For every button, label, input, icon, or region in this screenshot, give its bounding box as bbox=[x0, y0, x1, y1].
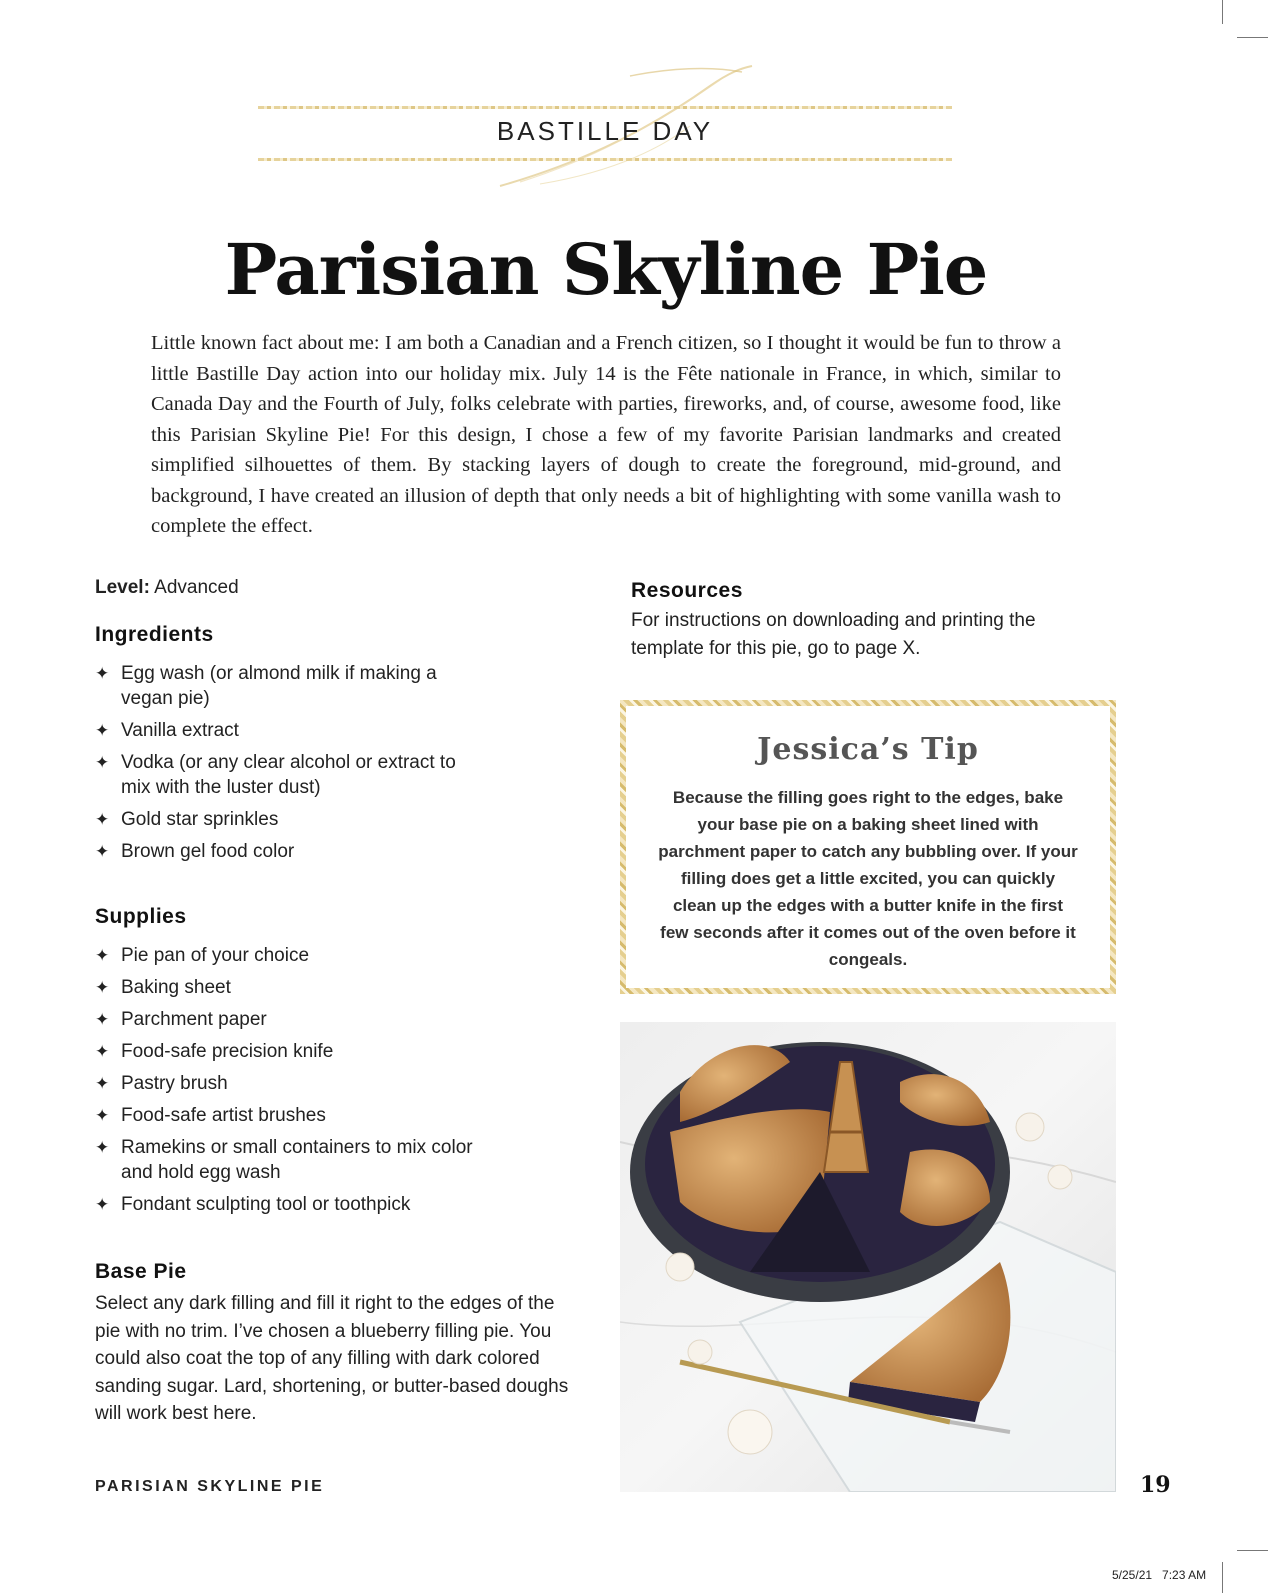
resources-section bbox=[631, 577, 1101, 663]
crop-mark-bottom-horizontal bbox=[1237, 1550, 1268, 1551]
base-pie-text: Select any dark filling and fill it right to the edges of the pie with no trim. I’ve chosen a blueberry filling pie. You could also coat the top of any filling with dark colored sanding sugar. Lard, shortening, or butter-based doughs will work best here. bbox=[95, 1293, 569, 1424]
page-title: Parisian Skyline Pie bbox=[224, 228, 988, 311]
list-item: ✦ Baking sheet bbox=[95, 977, 231, 998]
left-column bbox=[95, 577, 585, 1428]
level-value: Advanced bbox=[154, 577, 239, 598]
base-pie-heading: Base Pie bbox=[95, 1260, 187, 1283]
list-item: ✦ Pastry brush bbox=[95, 1073, 228, 1094]
four-point-star-icon: ✦ bbox=[95, 810, 110, 829]
list-item: ✦ Food-safe artist brushes bbox=[95, 1105, 326, 1126]
crop-mark-top-horizontal bbox=[1237, 37, 1268, 38]
running-footer-title: PARISIAN SKYLINE PIE bbox=[95, 1478, 325, 1495]
four-point-star-icon: ✦ bbox=[95, 1042, 110, 1061]
pie-photo bbox=[620, 1022, 1116, 1492]
crop-mark-bottom-vertical bbox=[1222, 1562, 1223, 1593]
four-point-star-icon: ✦ bbox=[95, 1074, 110, 1093]
section-label: BASTILLE DAY bbox=[496, 116, 714, 146]
list-item: ✦ Pie pan of your choice bbox=[95, 945, 310, 966]
level-line bbox=[95, 577, 585, 599]
four-point-star-icon: ✦ bbox=[95, 842, 110, 861]
four-point-star-icon: ✦ bbox=[95, 721, 110, 740]
list-item: ✦ Gold star sprinkles bbox=[95, 809, 279, 830]
list-item: ✦ Ramekins or small containers to mix color and hold egg wash bbox=[95, 1137, 473, 1183]
list-item: ✦ Fondant sculpting tool or toothpick bbox=[95, 1194, 411, 1215]
list-item: ✦ Food-safe precision knife bbox=[95, 1041, 334, 1062]
four-point-star-icon: ✦ bbox=[95, 978, 110, 997]
tip-text: Because the filling goes right to the edges, bake your base pie on a baking sheet lined with parchment paper to catch any bubbling over. If your filling does get a little excited, you can quickly clean up the edges with a butter knife in the first few seconds after it comes out of the oven before it congeals. bbox=[658, 788, 1078, 969]
supplies-heading: Supplies bbox=[95, 905, 187, 928]
four-point-star-icon: ✦ bbox=[95, 1106, 110, 1125]
four-point-star-icon: ✦ bbox=[95, 753, 110, 772]
four-point-star-icon: ✦ bbox=[95, 1195, 110, 1214]
tip-title: Jessica’s Tip bbox=[757, 732, 979, 767]
list-item: ✦ Vodka (or any clear alcohol or extract to mix with the luster dust) bbox=[95, 752, 456, 798]
page-number: 19 bbox=[1140, 1472, 1171, 1498]
gold-rule-bottom bbox=[258, 158, 952, 161]
list-item: ✦ Brown gel food color bbox=[95, 841, 295, 862]
list-item: ✦ Egg wash (or almond milk if making a vegan pie) bbox=[95, 663, 437, 709]
ingredients-list bbox=[95, 661, 475, 864]
list-item: ✦ Vanilla extract bbox=[95, 720, 239, 741]
level-label: Level: bbox=[95, 577, 150, 598]
tip-box bbox=[620, 700, 1116, 994]
intro-paragraph: Little known fact about me: I am both a Canadian and a French citizen, so I thought it would be fun to throw a little Bastille Day action into our holiday mix. July 14 is the Fête nationale in France, in which, similar to Canada Day and the Fourth of July, folks celebrate with parties, fireworks, and, of course, awesome food, like this Parisian Skyline Pie! For this design, I chose a few of my favorite Parisian landmarks and created simplified silhouettes of them. By stacking layers of dough to create the foreground, mid-ground, and background, I have created an illusion of depth that only needs a bit of highlighting with some vanilla wash to complete the effect. bbox=[151, 332, 1061, 537]
supplies-list bbox=[95, 943, 475, 1217]
ingredients-heading: Ingredients bbox=[95, 623, 214, 646]
four-point-star-icon: ✦ bbox=[95, 1010, 110, 1029]
four-point-star-icon: ✦ bbox=[95, 664, 110, 683]
resources-text: For instructions on downloading and printing the template for this pie, go to page X. bbox=[631, 610, 1036, 659]
crop-mark-top-vertical bbox=[1222, 0, 1223, 24]
print-timestamp: 5/25/21 7:23 AM bbox=[1112, 1568, 1207, 1582]
resources-heading: Resources bbox=[631, 579, 743, 602]
list-item: ✦ Parchment paper bbox=[95, 1009, 267, 1030]
gold-rule-top bbox=[258, 106, 952, 109]
four-point-star-icon: ✦ bbox=[95, 1138, 110, 1157]
four-point-star-icon: ✦ bbox=[95, 946, 110, 965]
